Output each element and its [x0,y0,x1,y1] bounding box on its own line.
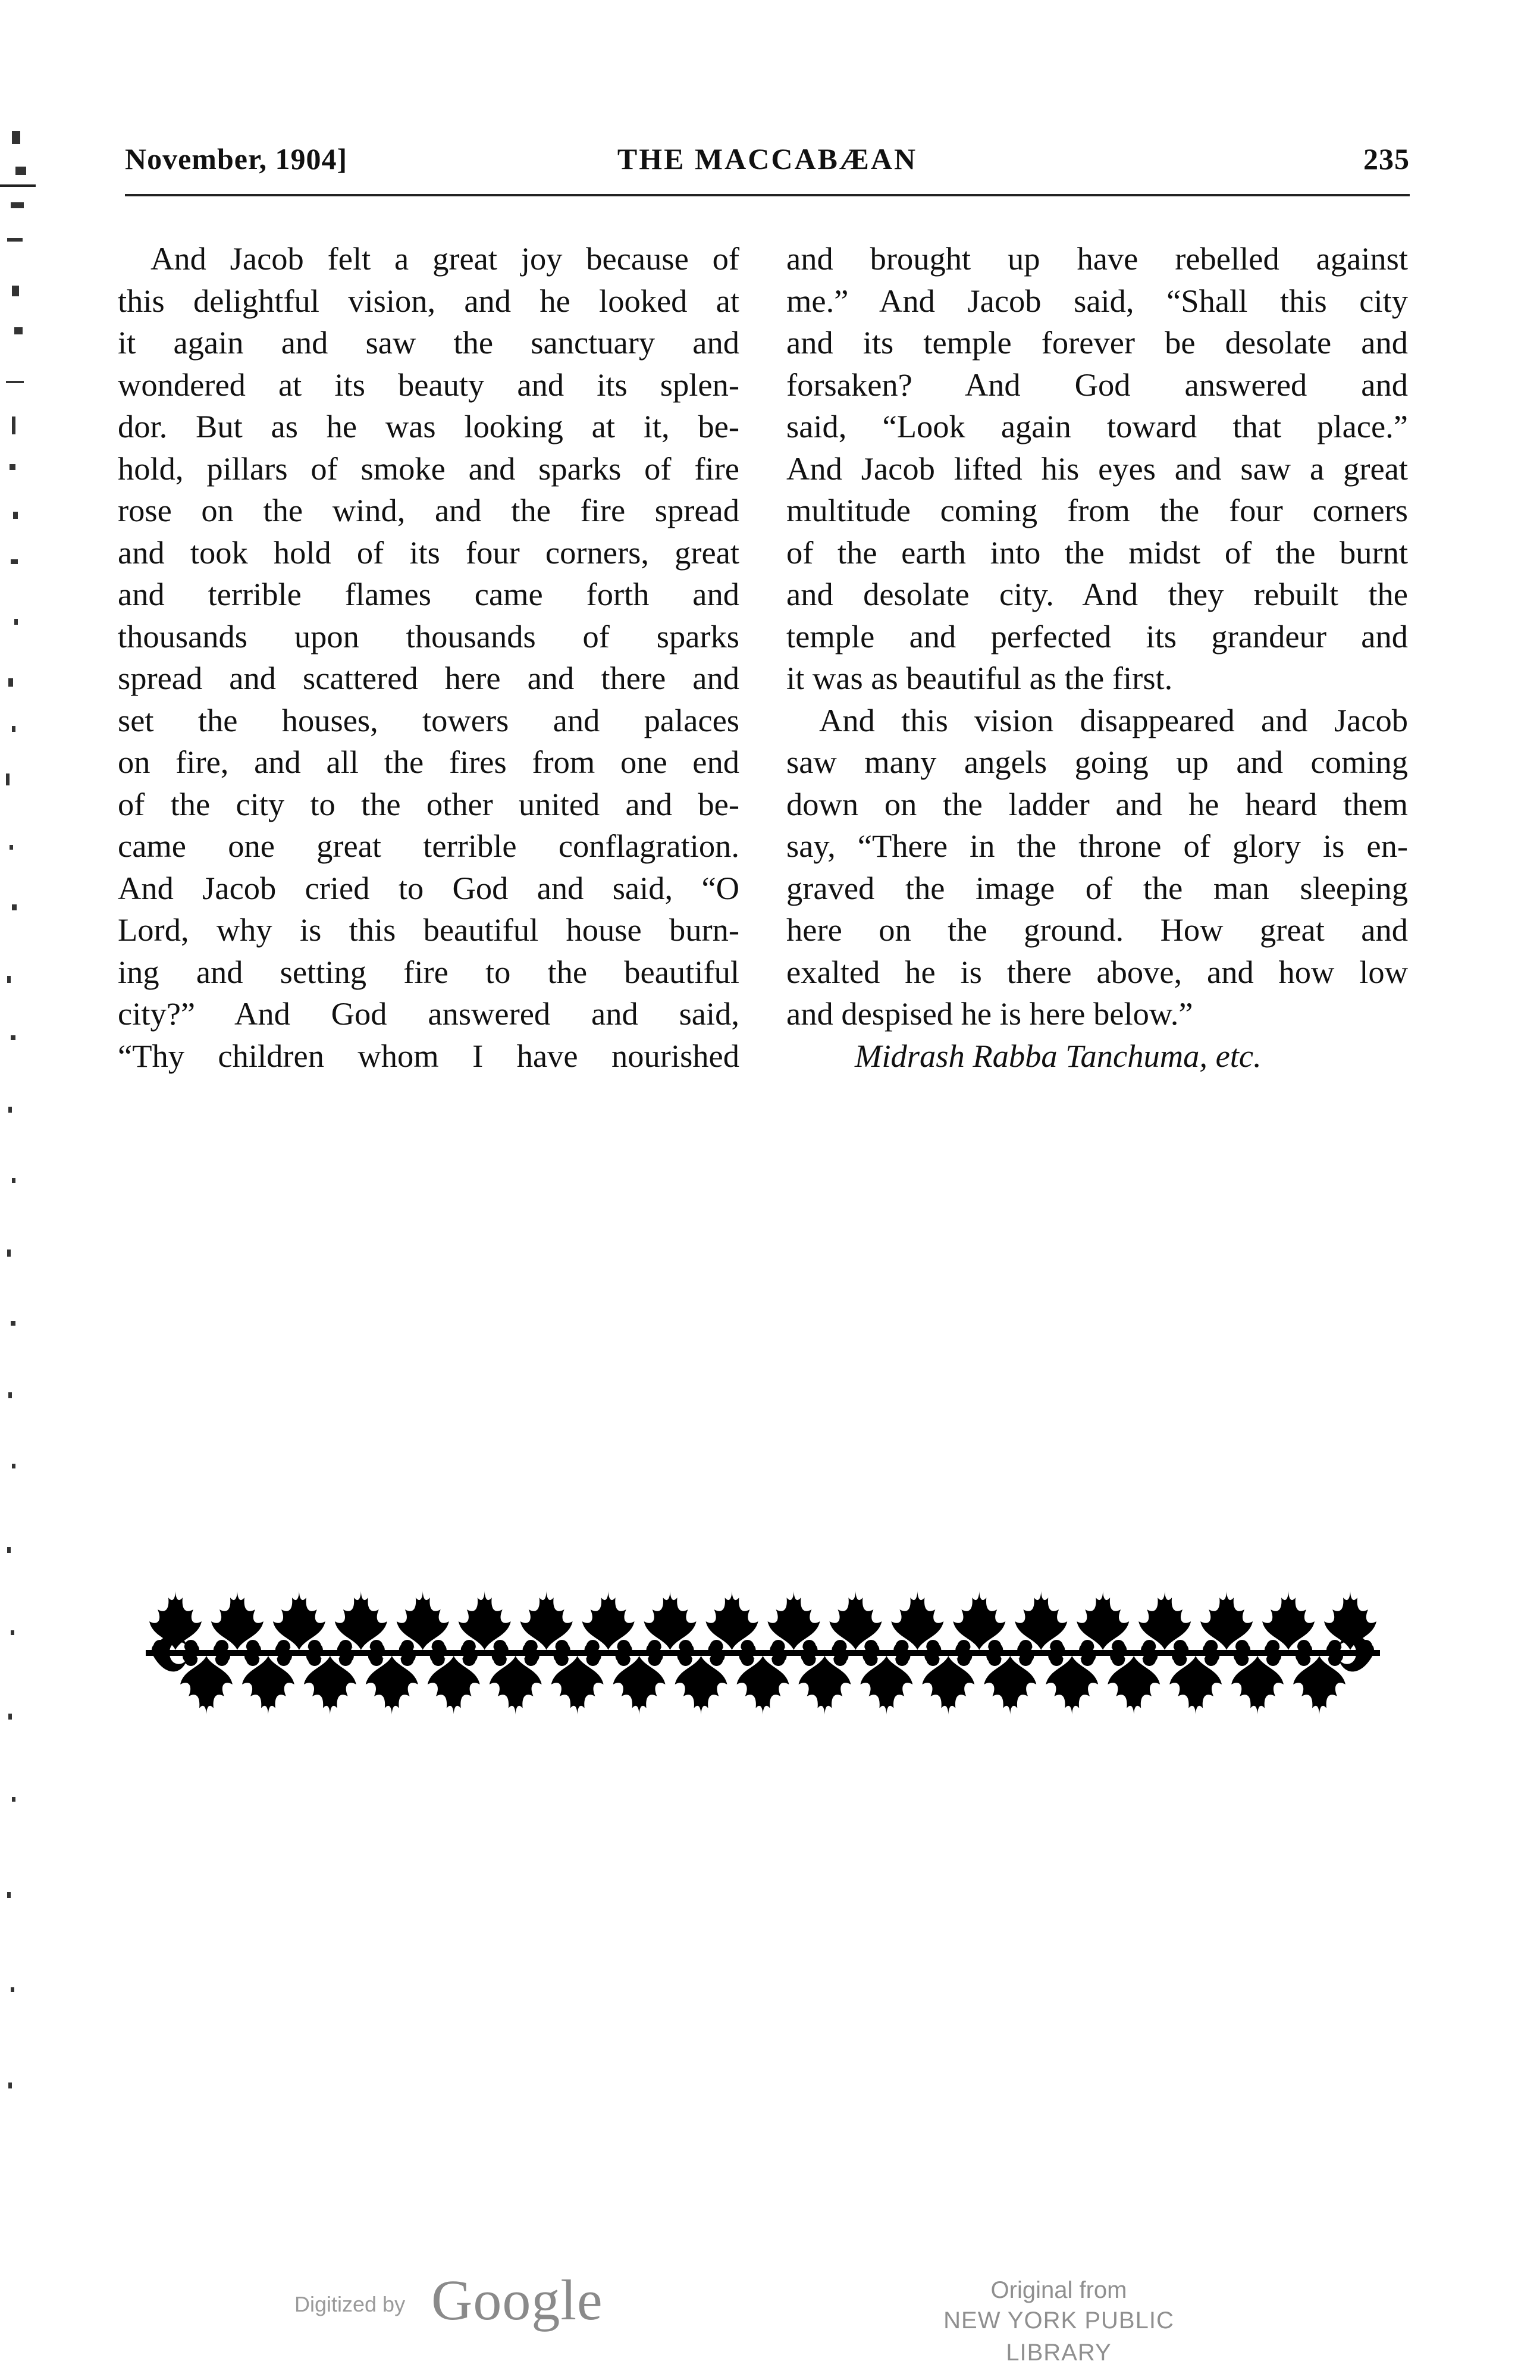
text-line: of the earth into the midst of the burnt [786,534,1408,571]
text-line: set the houses, towers and palaces [118,702,739,738]
margin-speck [7,238,23,242]
text-line: graved the image of the man sleeping [786,869,1408,906]
text-line: forsaken? And God answered and [786,366,1408,403]
margin-speck [8,1107,12,1113]
ornament-leaf-top [706,1590,758,1653]
margin-speck [11,1321,15,1326]
ornament-leaf-bottom [1046,1653,1098,1715]
text-line: and desolate city. And they rebuilt the [786,576,1408,612]
margin-speck [6,774,10,785]
margin-speck [11,1630,14,1635]
digitized-by-google [294,2267,651,2338]
ornament-leaf-top [891,1590,943,1653]
margin-speck [8,678,13,687]
ornament-leaf-top [397,1590,449,1653]
margin-speck [8,1714,12,1720]
text-line: and despised he is here below.” [786,995,1193,1032]
margin-speck [10,464,15,470]
margin-speck [12,286,19,296]
ornament-leaf-top [520,1590,573,1653]
text-line: it was as beautiful as the first. [786,660,1173,696]
text-line: and took hold of its four corners, great [118,534,739,571]
text-line: wondered at its beauty and its splen- [118,366,739,403]
text-line: this delightful vision, and he looked at [118,282,739,319]
ornament-leaf-top [582,1590,635,1653]
ornament-leaf-bottom [984,1653,1036,1715]
margin-speck [12,1797,15,1802]
text-line: of the city to the other united and be- [118,785,739,822]
attribution: Midrash Rabba Tanchuma, etc. [855,1037,1262,1074]
ornament-leaf-top [1262,1590,1315,1653]
ornament-leaf-bottom [922,1653,974,1715]
text-line: “Thy children whom I have nourished [118,1037,739,1074]
text-line: on fire, and all the fires from one end [118,744,739,780]
ornament-leaf-top [829,1590,882,1653]
text-line: Lord, why is this beautiful house burn- [118,912,739,948]
text-line: And Jacob lifted his eyes and saw a great [786,450,1408,487]
ornament-leaf-bottom [1231,1653,1284,1715]
running-head-date: November, 1904] [125,142,348,176]
text-line: me.” And Jacob said, “Shall this city [786,282,1408,319]
ornament-leaf-top [335,1590,387,1653]
right-column [786,238,1408,1077]
margin-speck [14,619,18,625]
floral-border-ornament-icon [134,1586,1392,1720]
ornament-leaf-bottom [490,1653,542,1715]
text-line: And this vision disappeared and Jacob [819,702,1408,738]
ornament-leaf-bottom [613,1653,666,1715]
margin-speck [12,416,15,434]
text-line: and brought up have rebelled against [786,240,1408,277]
ornament-leaf-bottom [242,1653,294,1715]
margin-speck [12,904,17,910]
library-name: NEW YORK PUBLIC LIBRARY [943,2307,1174,2366]
ornament-leaf-top [1077,1590,1129,1653]
margin-speck [7,1892,11,1898]
margin-speck [7,1547,11,1553]
running-head [125,142,1410,195]
ornament-leaf-top [273,1590,325,1653]
ornament-leaf-top [1015,1590,1067,1653]
ornament-leaf-top [1200,1590,1253,1653]
source-attribution [892,2276,1225,2369]
original-from-label: Original from [990,2277,1127,2303]
margin-speck [13,512,18,519]
margin-speck [12,131,20,144]
ornament-leaf-bottom [1293,1653,1345,1715]
margin-rule-fragment [0,184,36,187]
text-line: down on the ladder and he heard them [786,785,1408,822]
ornament-leaf-bottom [798,1653,851,1715]
text-line: and its temple forever be desolate and [786,324,1408,361]
ornament-leaf-top [149,1590,202,1653]
ornament-leaf-top [459,1590,511,1653]
margin-speck [7,1250,11,1257]
ornament-leaf-bottom [428,1653,480,1715]
text-line: thousands upon thousands of sparks [118,618,739,654]
text-line: city?” And God answered and said, [118,995,739,1032]
text-line: here on the ground. How great and [786,912,1408,948]
ornament-leaf-top [644,1590,697,1653]
text-line: came one great terrible conflagration. [118,828,739,864]
ornament-leaf-bottom [366,1653,418,1715]
margin-speck [15,167,26,175]
text-line: multitude coming from the four corners [786,492,1408,528]
ornament-leaf-top [211,1590,264,1653]
ornament-leaf-bottom [675,1653,727,1715]
margin-speck [11,202,24,208]
left-column [118,238,739,1077]
text-line: said, “Look again toward that place.” [786,408,1408,444]
text-line: say, “There in the throne of glory is en- [786,828,1408,864]
ornament-leaf-bottom [551,1653,604,1715]
header-rule [125,194,1410,196]
margin-speck [6,381,24,383]
google-logo: Google [431,2268,603,2332]
ornament-leaf-bottom [1108,1653,1160,1715]
margin-speck [10,845,13,850]
ornament-leaf-bottom [1169,1653,1222,1715]
ornament-leaf-top [1324,1590,1376,1653]
ornament-leaf-top [1138,1590,1191,1653]
digitized-label: Digitized by [294,2292,406,2316]
text-line: rose on the wind, and the fire spread [118,492,739,528]
margin-speck [12,726,15,732]
text-line: it again and saw the sanctuary and [118,324,739,361]
ornament-leaf-bottom [304,1653,356,1715]
ornament-leaf-bottom [860,1653,912,1715]
text-line: And Jacob felt a great joy because of [150,240,739,277]
margin-speck [11,559,18,564]
text-line: and terrible flames came forth and [118,576,739,612]
text-line: spread and scattered here and there and [118,660,739,696]
margin-speck [11,1987,14,1992]
text-line: saw many angels going up and coming [786,744,1408,780]
margin-speck [14,327,23,334]
text-line: exalted he is there above, and how low [786,953,1408,990]
page-number: 235 [1363,142,1410,176]
ornament-leaf-top [953,1590,1005,1653]
text-line: hold, pillars of smoke and sparks of fire [118,450,739,487]
text-line: temple and perfected its grandeur and [786,618,1408,654]
running-head-title: THE MACCABÆAN [617,142,918,176]
margin-speck [7,976,11,983]
ornament-leaf-bottom [737,1653,789,1715]
margin-speck [12,1178,15,1183]
ornament-leaf-top [767,1590,820,1653]
adjacent-page-edge [0,131,36,2154]
ornament-leaf-bottom [180,1653,233,1715]
margin-speck [12,1464,15,1468]
text-line: And Jacob cried to God and said, “O [118,869,739,906]
margin-speck [8,1392,12,1398]
text-line: dor. But as he was looking at it, be- [118,408,739,444]
margin-speck [8,2082,12,2088]
text-line: ing and setting fire to the beautiful [118,953,739,990]
margin-speck [11,1035,15,1040]
